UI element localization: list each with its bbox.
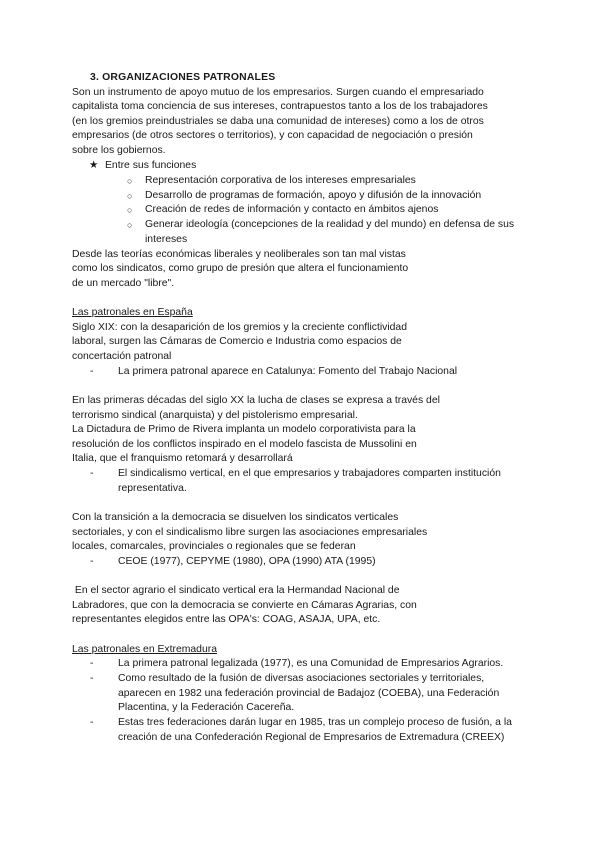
text-line: Siglo XIX: con la desaparición de los gremios y la creciente conflictividad: [72, 322, 407, 333]
star-icon: ★: [89, 160, 99, 171]
text-line: La Dictadura de Primo de Rivera implanta un modelo corporativista para la: [72, 424, 416, 435]
text-line: Con la transición a la democracia se disuelven los sindicatos verticales: [72, 512, 399, 523]
list-item: - La primera patronal legalizada (1977), es una Comunidad de Empresarios Agrarios.: [90, 657, 530, 672]
spain-section-title: Las patronales en España: [72, 307, 193, 318]
text-line: Labradores, que con la democracia se convierte en Cámaras Agrarias, con: [72, 600, 417, 611]
dash-bullet: -: [90, 717, 94, 728]
functions-label: Entre sus funciones: [105, 160, 197, 171]
text-line: concertación patronal: [72, 351, 172, 362]
dash-bullet: -: [90, 468, 94, 479]
text-line: Desde las teorías económicas liberales y neoliberales son tan mal vistas: [72, 249, 406, 260]
list-item: ○ Representación corporativa de los intereses empresariales: [127, 174, 527, 189]
list-item: - CEOE (1977), CEPYME (1980), OPA (1990) ATA (1995): [90, 555, 530, 570]
list-item: - Como resultado de la fusión de diversas asociaciones sectoriales y territoriales, aparecen en 1982 una federación provincial de Badajoz (COEBA), una Federación Placentina, y la Federación Cacereña.: [90, 672, 530, 716]
list-item: - La primera patronal aparece en Catalunya: Fomento del Trabajo Nacional: [90, 365, 530, 380]
text-line: capitalista toma conciencia de sus intereses, contrapuestos tanto a los de los trabajadores: [72, 101, 488, 112]
text-line: sobre los gobiernos.: [72, 145, 166, 156]
text-line: (en los gremios preindustriales se daba una comunidad de intereses) como a los de otros: [72, 116, 484, 127]
dash-bullet: -: [90, 673, 94, 684]
text-line: laboral, surgen las Cámaras de Comercio e Industria como espacios de: [72, 336, 402, 347]
list-item: - Estas tres federaciones darán lugar en 1985, tras un complejo proceso de fusión, a la creación de una Confederación Regional de Empresarios de Extremadura (CREEX): [90, 716, 530, 745]
circle-bullet-icon: ○: [127, 205, 133, 215]
text-line: resolución de los conflictos inspirado en el modelo fascista de Mussolini en: [72, 439, 417, 450]
text-line: En las primeras décadas del siglo XX la lucha de clases se expresa a través del: [72, 395, 440, 406]
text-line: terrorismo sindical (anarquista) y del pistolerismo empresarial.: [72, 410, 358, 421]
extremadura-section-title: Las patronales en Extremadura: [72, 644, 217, 655]
text-line: de un mercado "libre".: [72, 278, 175, 289]
text-line: representantes elegidos entre las OPA's: COAG, ASAJA, UPA, etc.: [72, 614, 381, 625]
circle-bullet-icon: ○: [127, 220, 133, 230]
text-line: como los sindicatos, como grupo de presión que altera el funcionamiento: [72, 263, 409, 274]
text-line: Son un instrumento de apoyo mutuo de los empresarios. Surgen cuando el empresariado: [72, 87, 484, 98]
circle-bullet-icon: ○: [127, 191, 133, 201]
text-line: Italia, que el franquismo retomará y desarrollará: [72, 453, 293, 464]
functions-heading: [89, 159, 529, 174]
dash-bullet: -: [90, 658, 94, 669]
text-line: sectoriales, y con el sindicalismo libre surgen las asociaciones empresariales: [72, 527, 428, 538]
text-line: locales, comarcales, provinciales o regionales que se federan: [72, 541, 356, 552]
list-item: - El sindicalismo vertical, en el que empresarios y trabajadores comparten institución representativa.: [90, 467, 530, 496]
list-item: ○ Creación de redes de información y contacto en ámbitos ajenos: [127, 203, 527, 218]
circle-bullet-icon: ○: [127, 176, 133, 186]
text-line: empresarios (de otros sectores o territorios), y con capacidad de negociación o presión: [72, 130, 473, 141]
dash-bullet: -: [90, 556, 94, 567]
list-item: ○ Desarrollo de programas de formación, apoyo y difusión de la innovación: [127, 189, 527, 204]
text-line: En el sector agrario el sindicato vertical era la Hermandad Nacional de: [72, 585, 400, 596]
list-item: ○ Generar ideología (concepciones de la realidad y del mundo) en defensa de sus intereses: [127, 218, 527, 247]
dash-bullet: -: [90, 366, 94, 377]
section-heading: 3. ORGANIZACIONES PATRONALES: [90, 72, 276, 83]
